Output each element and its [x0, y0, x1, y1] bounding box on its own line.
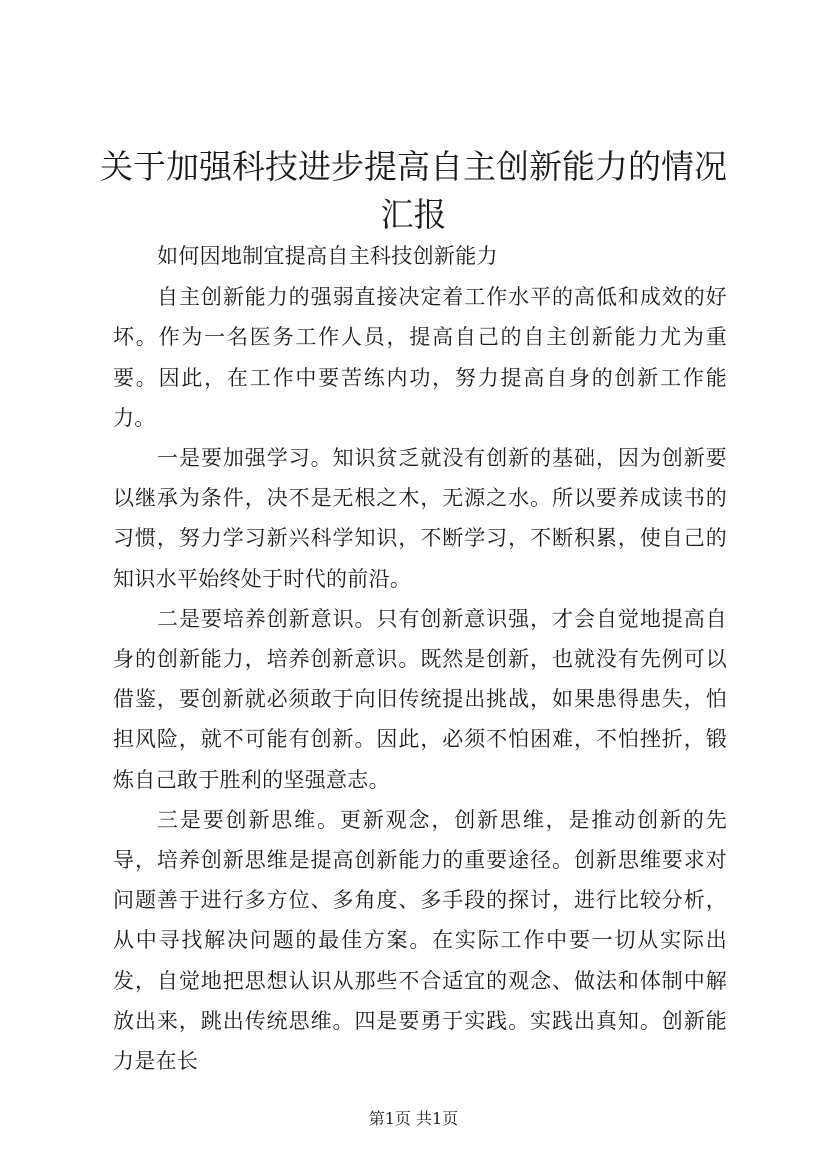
paragraph-study: 一是要加强学习。知识贫乏就没有创新的基础，因为创新要以继承为条件，决不是无根之木，无源之水。所以要养成读书的习惯，努力学习新兴科学知识，不断学习，不断积累，使自己的知识水平始终处于时代的前沿。 — [113, 446, 727, 591]
paragraph-awareness: 二是要培养创新意识。只有创新意识强，才会自觉地提高自身的创新能力，培养创新意识。既然是创新，也就没有先例可以借鉴，要创新就必须敢于向旧传统提出挑战，如果患得患失，怕担风险，就不可能有创新。因此，必须不怕困难，不怕挫折，锻炼自己敢于胜利的坚强意志。 — [113, 606, 727, 792]
document-subtitle: 如何因地制宜提高自主科技创新能力 — [157, 244, 498, 268]
paragraph-thinking: 三是要创新思维。更新观念，创新思维，是推动创新的先导，培养创新思维是提高创新能力的重要途径。创新思维要求对问题善于进行多方位、多角度、多手段的探讨，进行比较分析，从中寻找解决问题的最佳方案。在实际工作中要一切从实际出发，自觉地把思想认识从那些不合适宜的观念、做法和体制中解放出来，跳出传统思维。四是要勇于实践。实践出真知。创新能力是在长 — [113, 807, 727, 1074]
paragraph-intro: 自主创新能力的强弱直接决定着工作水平的高低和成效的好坏。作为一名医务工作人员，提高自己的自主创新能力尤为重要。因此，在工作中要苦练内功，努力提高自身的创新工作能力。 — [113, 285, 727, 430]
document-body — [113, 236, 727, 1081]
document-title: 关于加强科技进步提高自主创新能力的情况汇报 — [100, 147, 727, 234]
page-footer: 第1页 共1页 — [368, 1109, 459, 1128]
